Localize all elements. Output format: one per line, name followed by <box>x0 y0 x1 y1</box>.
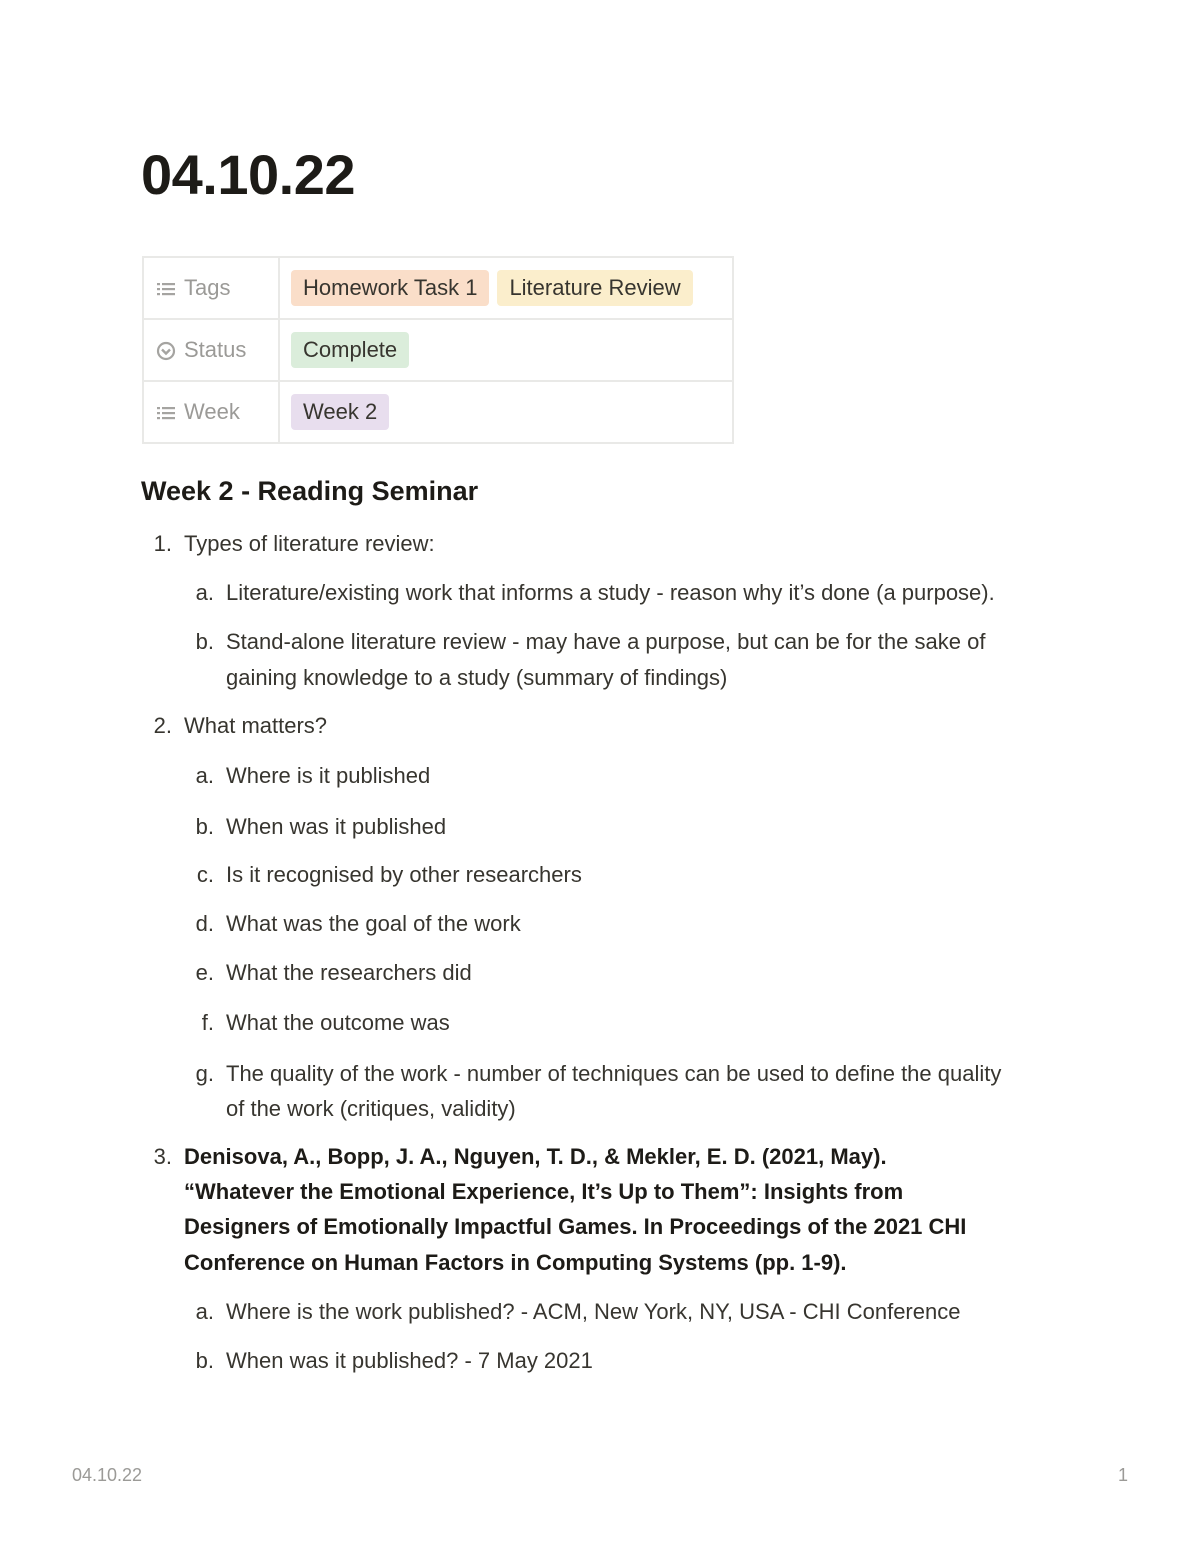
sublist-marker: a. <box>195 580 214 605</box>
property-row-tags <box>143 257 733 319</box>
citation-line: Conference on Human Factors in Computing Systems (pp. 1-9). <box>184 1250 847 1275</box>
sublist-item: Where is the work published? - ACM, New York, NY, USA - CHI Conference <box>226 1299 961 1324</box>
status-badge[interactable]: Complete <box>291 332 409 368</box>
sublist-item-continuation: gaining knowledge to a study (summary of findings) <box>226 665 728 690</box>
sublist-item-continuation: of the work (critiques, validity) <box>226 1096 516 1121</box>
sublist-marker: b. <box>195 629 214 654</box>
citation-line: Designers of Emotionally Impactful Games. In Proceedings of the 2021 CHI <box>184 1214 967 1239</box>
sublist-item: Where is it published <box>226 763 431 788</box>
property-name-status <box>143 319 279 381</box>
sublist-item: When was it published <box>226 814 447 839</box>
sublist-marker: c. <box>196 862 214 887</box>
sublist-item: What the outcome was <box>226 1010 450 1035</box>
tag-literature-review[interactable]: Literature Review <box>497 270 692 306</box>
sublist-marker: g. <box>195 1061 214 1086</box>
citation-line: “Whatever the Emotional Experience, It’s Up to Them”: Insights from <box>184 1179 904 1204</box>
sublist-item: What was the goal of the work <box>226 911 521 936</box>
property-row-status <box>143 319 733 381</box>
page-title: 04.10.22 <box>141 143 355 206</box>
list-icon <box>156 403 178 423</box>
property-name-week <box>143 381 279 443</box>
sublist-item: Is it recognised by other researchers <box>226 862 582 887</box>
property-value-week[interactable] <box>279 381 733 443</box>
sublist-marker: a. <box>195 763 214 788</box>
sublist-marker: d. <box>195 911 214 936</box>
list-icon <box>156 279 178 299</box>
tag-week-2[interactable]: Week 2 <box>291 394 389 430</box>
list-marker: 3. <box>153 1144 172 1169</box>
sublist-item: Stand-alone literature review - may have a purpose, but can be for the sake of <box>226 629 986 654</box>
list-item: Types of literature review: <box>184 531 435 556</box>
sublist-item: The quality of the work - number of techniques can be used to define the quality <box>226 1061 1002 1086</box>
property-label: Week <box>184 399 240 424</box>
property-name-tags <box>143 257 279 319</box>
list-item: What matters? <box>184 713 328 738</box>
sublist-marker: b. <box>195 814 214 839</box>
property-label: Status <box>184 337 247 362</box>
tag-homework-task-1[interactable]: Homework Task 1 <box>291 270 489 306</box>
sublist-marker: f. <box>201 1010 214 1035</box>
property-label: Tags <box>184 275 231 300</box>
property-value-status[interactable] <box>279 319 733 381</box>
sublist-marker: b. <box>195 1348 214 1373</box>
list-marker: 2. <box>153 713 172 738</box>
properties-table <box>142 256 734 444</box>
sublist-marker: a. <box>195 1299 214 1324</box>
sublist-item: What the researchers did <box>226 960 472 985</box>
section-heading: Week 2 - Reading Seminar <box>141 476 479 506</box>
list-marker: 1. <box>153 531 172 556</box>
status-icon <box>156 341 178 361</box>
sublist-item: Literature/existing work that informs a study - reason why it’s done (a purpose). <box>226 580 995 605</box>
property-value-tags[interactable] <box>279 257 733 319</box>
sublist-item: When was it published? - 7 May 2021 <box>226 1348 593 1373</box>
page-number: 1 <box>1117 1465 1128 1485</box>
sublist-marker: e. <box>195 960 214 985</box>
citation-line: Denisova, A., Bopp, J. A., Nguyen, T. D., & Mekler, E. D. (2021, May). <box>184 1144 887 1169</box>
footer-title: 04.10.22 <box>72 1465 143 1485</box>
property-row-week <box>143 381 733 443</box>
